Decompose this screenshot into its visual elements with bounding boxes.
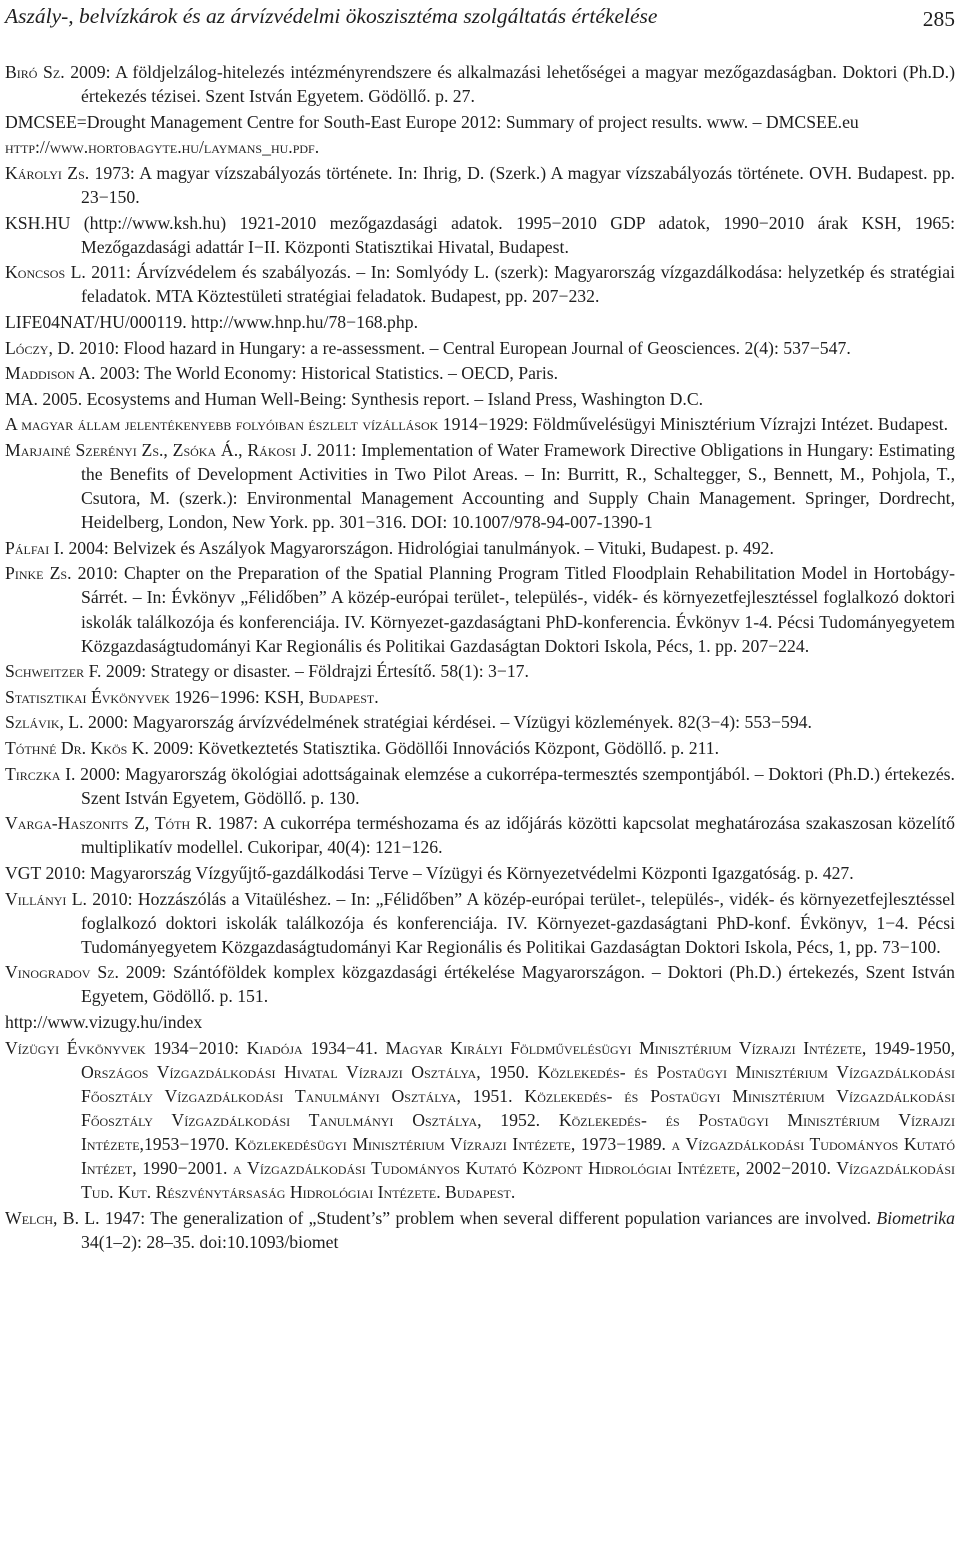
reference-entry — [5, 387, 955, 411]
reference-entry — [5, 161, 955, 209]
reference-text: 2004: Belvizek és Aszályok Magyarországon. Hidrológiai tanulmányok. – Vituki, Budapest. p. 492. — [64, 537, 774, 558]
reference-entry — [5, 412, 955, 436]
reference-entry — [5, 1036, 955, 1205]
reference-entry — [5, 260, 955, 308]
running-title: Aszály-, belvízkárok és az árvízvédelmi ökoszisztéma szolgáltatás értékelése — [5, 4, 658, 28]
reference-entry — [5, 135, 955, 159]
reference-text: VGT 2010: Magyarország Vízgyűjtő-gazdálkodási Terve – Vízügyi és Környezetvédelmi Központi Igazgatóság. p. 427. — [5, 863, 854, 883]
reference-author: Schweitzer F. — [5, 661, 102, 682]
reference-entry — [5, 811, 955, 859]
reference-author: Vinogradov Sz. — [5, 962, 119, 983]
reference-text: 1914−1929: Földművelésügyi Minisztérium Vízrajzi Intézet. Budapest. — [438, 414, 949, 435]
reference-text: 2009: Szántóföldek komplex közgazdasági értékelése Magyarországon. – Doktori (Ph.D.) értekezés, Szent István Egyetem, Gödöllő. p. 151. — [81, 962, 955, 1007]
reference-entry — [5, 361, 955, 385]
running-header — [5, 0, 955, 40]
reference-journal: Biometrika — [876, 1207, 955, 1228]
reference-author: Vízügyi Évkönyvek 1934−2010: Kiadója 1934−41. Magyar Királyi Földművelésügyi Minisztérium Vízrajzi Intézete, 1949-1950, Országos Vízgazdálkodási Hivatal Vízrajzi Osztálya, 1950. Közlekedés- és Postaügyi Minisztérium Vízgazdálkodási Főosztály Vízgazdálkodási Tanulmányi Osztálya, 1951. Közlekedés- és Postaügyi Minisztérium Vízgazdálkodási Főosztály Vízgazdálkodási Tanulmányi Osztálya, 1952. Közlekedés- és Postaügyi Minisztérium Vízrajzi Intézete,1953−1970. Közlekedésügyi Minisztérium Vízrajzi Intézete, 1973−1989. a Vízgazdálkodási Tudományos Kutató Intézet, 1990−2001. a Vízgazdálkodási Tudományos Kutató Központ Hidrológiai Intézete, 2002−2010. Vízgazdálkodási Tud. Kut. Részvénytársaság Hidrológiai Intézete. Budapest. — [5, 1037, 955, 1203]
reference-entry — [5, 336, 955, 360]
reference-entry — [5, 536, 955, 560]
reference-entry — [5, 710, 955, 734]
reference-author: Marjainé Szerényi Zs., Zsóka Á., Rákosi J. — [5, 439, 312, 460]
reference-entry — [5, 310, 955, 334]
reference-entry — [5, 211, 955, 259]
reference-author: Szlávik, L. — [5, 712, 84, 733]
reference-author: Maddison A. — [5, 363, 96, 384]
reference-text: DMCSEE=Drought Management Centre for South-East Europe 2012: Summary of project results. www. – DMCSEE.eu — [5, 111, 859, 132]
reference-text: 2010: Flood hazard in Hungary: a re-assessment. – Central European Journal of Geosciences. 2(4): 537−547. — [74, 337, 851, 358]
reference-author: Tirczka I. — [5, 763, 76, 784]
reference-entry — [5, 659, 955, 683]
reference-entry — [5, 110, 955, 134]
reference-text: 2009: Következtetés Statisztika. Gödöllői Innovációs Központ, Gödöllő. p. 211. — [148, 738, 720, 759]
reference-entry — [5, 685, 955, 709]
reference-text: 2009: Strategy or disaster. – Földrajzi Értesítő. 58(1): 3−17. — [101, 661, 529, 682]
reference-entry — [5, 887, 955, 959]
reference-entry — [5, 736, 955, 760]
reference-text: http://www.vizugy.hu/index — [5, 1012, 203, 1033]
reference-entry — [5, 438, 955, 534]
reference-author: Villányi L. — [5, 888, 87, 909]
reference-text: 1987: A cukorrépa terméshozama és az időjárás közötti kapcsolat meghatározása szakaszosan közelítő multiplikatív modellel. Cukoripar, 40(4): 121−126. — [81, 813, 955, 858]
reference-text: LIFE04NAT/HU/000119. http://www.hnp.hu/78−168.php. — [5, 311, 419, 332]
reference-author: Welch, B. L. — [5, 1207, 100, 1228]
reference-author: Károlyi Zs. — [5, 162, 90, 183]
reference-author: Tóthné Dr. Kkös K. — [5, 738, 149, 759]
reference-author: Koncsos L. — [5, 262, 86, 283]
reference-author: Varga-Haszonits Z, Tóth R. — [5, 813, 213, 834]
reference-entry — [5, 60, 955, 108]
page-number: 285 — [922, 7, 955, 31]
reference-text: 2010: Hozzászólás a Vitaüléshez. – In: „Félidőben” A közép-európai terület-, település-, vidék- és környezetfejlesztéssel foglalkozó doktori iskolák találkozója és konferenciája. IV. Környezet-gazdaságtani PhD-konf. Évkönyv, 1−4. Pécsi Tudományegyetem Közgazdaságtudományi Kar Regionális és Politikai Gazdaságtan Doktori Iskola, Pécs, 1, pp. 73−100. — [81, 888, 955, 957]
reference-author: Pinke Zs. — [5, 563, 72, 584]
reference-author: Lóczy, D. — [5, 337, 75, 358]
reference-text-continued: 34(1–2): 28–35. doi:10.1093/biomet — [81, 1231, 339, 1252]
reference-text: 2000: Magyarország árvízvédelmének stratégiai kérdései. – Vízügyi közlemények. 82(3−4): 553−594. — [83, 712, 812, 733]
reference-entry — [5, 1010, 955, 1034]
reference-text: MA. 2005. Ecosystems and Human Well-Being: Synthesis report. – Island Press, Washington D.C. — [5, 388, 704, 409]
reference-text: 2011: Árvízvédelem és szabályozás. – In: Somlyódy L. (szerk): Magyarország vízgazdálkodása: helyzetkép és stratégiai feladatok. MTA Köztestületi stratégiai feladatok. Budapest, pp. 207−232. — [81, 262, 955, 307]
reference-entry — [5, 960, 955, 1008]
reference-text: 2010: Chapter on the Preparation of the Spatial Planning Program Titled Floodplain Rehabilitation Model in Hortobágy-Sárrét. – In: Évkönyv „Félidőben” A közép-európai terület-, település-, vidék- és környezetfejlesztéssel foglalkozó doktori iskolák találkozója és konferenciája. IV. Környezet-gazdaságtani PhD-konferencia. Évkönyv 1-4. Pécsi Tudományegyetem Közgazdaságtudományi Kar Regionális és Politikai Gazdaságtan Doktori Iskola, Pécs, 1. pp. 207−224. — [71, 563, 955, 656]
reference-text: 2003: The World Economy: Historical Statistics. – OECD, Paris. — [95, 363, 559, 384]
reference-entry — [5, 762, 955, 810]
reference-text: KSH.HU (http://www.ksh.hu) 1921-2010 mezőgazdasági adatok. 1995−2010 GDP adatok, 1990−2010 árak KSH, 1965: Mezőgazdasági adattár I−II. Központi Statisztikai Hivatal, Budapest. — [5, 212, 955, 257]
reference-text: 2011: Implementation of Water Framework Directive Obligations in Hungary: Estimating the Benefits of Development Activities in Two Pilot Areas. – In: Burritt, R., Schaltegger, S., Bennett, M., Pohjola, T., Csutora, M. (szerk.): Environmental Management Accounting and Supply Chain Management. Springer, Dordrecht, Heidelberg, London, New York. pp. 301−316. DOI: 10.1007/978-94-007-1390-1 — [81, 439, 955, 533]
reference-author: A magyar állam jelentékenyebb folyóiban észlelt vízállások — [5, 414, 439, 435]
reference-entry — [5, 861, 955, 885]
reference-author: Statisztikai Évkönyvek 1926−1996: KSH, Budapest. — [5, 686, 379, 707]
reference-text: 2009: A földjelzálog-hitelezés intézményrendszere és alkalmazási lehetőségei a magyar mezőgazdaságban. Doktori (Ph.D.) értekezés tézisei. Szent István Egyetem. Gödöllő. p. 27. — [64, 62, 955, 107]
reference-text: 1947: The generalization of „Student’s” problem when several different population variances are involved. — [99, 1207, 877, 1228]
reference-entry — [5, 561, 955, 657]
reference-list — [5, 60, 955, 1256]
reference-entry — [5, 1206, 955, 1254]
reference-text: 1973: A magyar vízszabályozás története. In: Ihrig, D. (Szerk.) A magyar vízszabályozás története. OVH. Budapest. pp. 23−150. — [81, 162, 955, 207]
reference-author: Biró Sz. — [5, 62, 65, 82]
reference-author: Pálfai I. — [5, 537, 65, 558]
reference-author: http://www.hortobagyte.hu/laymans_hu.pdf. — [5, 137, 320, 158]
reference-text: 2000: Magyarország ökológiai adottságainak elemzése a cukorrépa-termesztés szempontjából. – Doktori (Ph.D.) értekezés. Szent István Egyetem, Gödöllő. p. 130. — [75, 763, 955, 808]
